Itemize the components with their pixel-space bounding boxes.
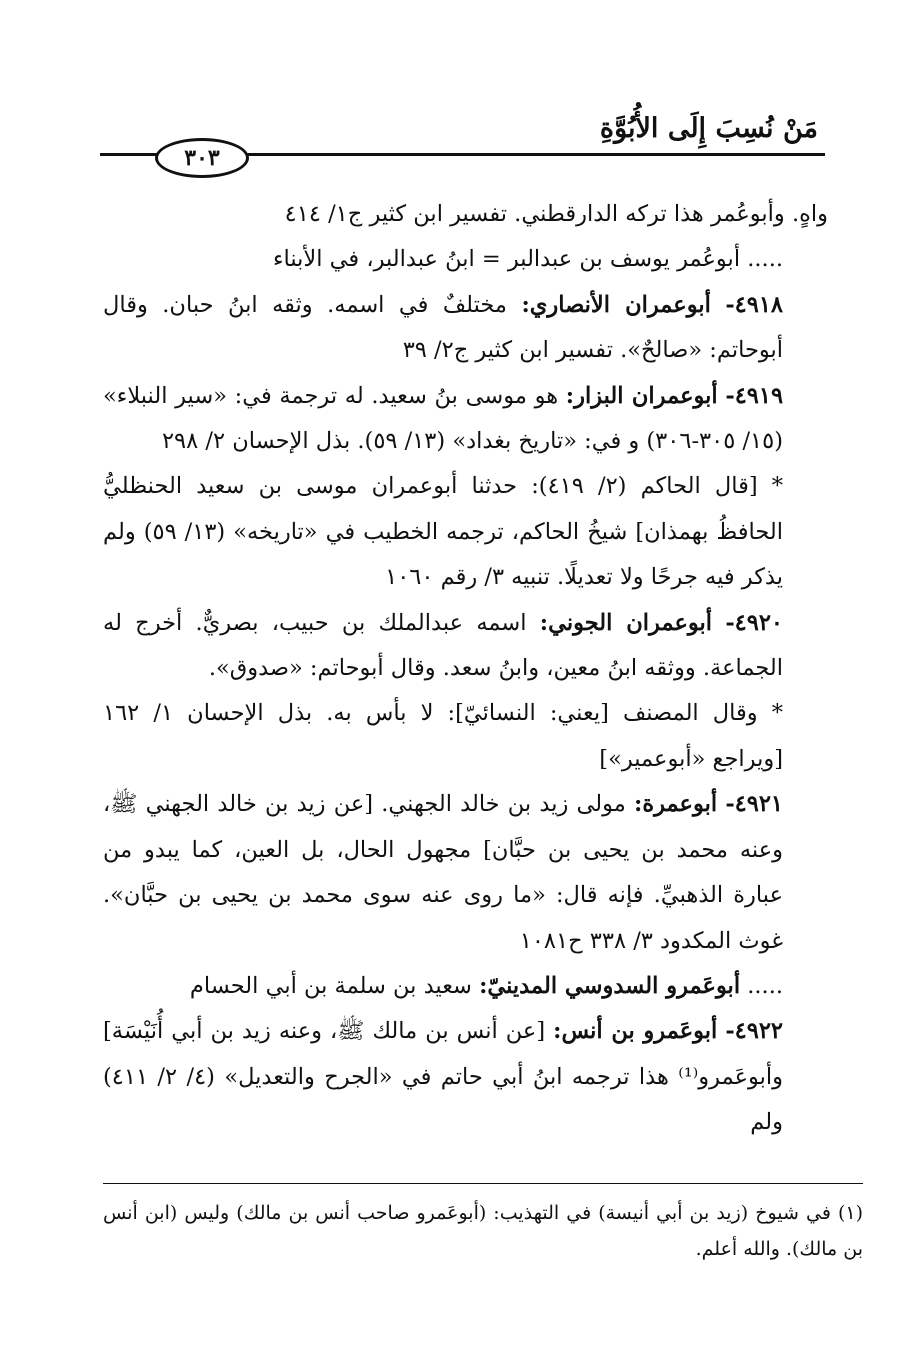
ellipsis-marker: ..... bbox=[747, 972, 783, 999]
cross-reference-entry bbox=[103, 964, 828, 1009]
entry-name: أبوعمران الجوني: bbox=[539, 609, 713, 636]
entry-name: أبوعمران البزار: bbox=[565, 382, 718, 409]
paragraph-continuation: واهٍ. وأبوعُمر هذا تركه الدارقطني. تفسير ابن كثير ج١/ ٤١٤ bbox=[284, 201, 828, 227]
entry-4920 bbox=[103, 601, 828, 692]
entry-name: أبوعَمرو بن أنس: bbox=[553, 1018, 718, 1045]
footnote-separator bbox=[103, 1183, 863, 1184]
entry-number: ٤٩٢٢- bbox=[725, 1018, 783, 1045]
entry-4918 bbox=[103, 283, 828, 374]
cross-reference-entry bbox=[103, 237, 828, 282]
entry-4922 bbox=[103, 1009, 828, 1145]
note-4920: * وقال المصنف [يعني: النسائيّ]: لا بأس به. بذل الإحسان ١/ ١٦٢ [ويراجع «أبوعمير»] bbox=[103, 700, 783, 772]
entry-text: [عن أنس بن مالك ﷺ، وعنه زيد بن أبي أُنَيْسَة] وأبوعَمرو⁽¹⁾ هذا ترجمه ابنُ أبي حاتم في «الجرح والتعديل» (٤/ ٢/ ٤١١) ولم bbox=[103, 1018, 784, 1136]
note-4919: * [قال الحاكم (٢/ ٤١٩): حدثنا أبوعمران موسى بن سعيد الحنظليُّ الحافظُ بهمذان] شيخُ الحاكم، ترجمه الخطيب في «تاريخه» (١٣/ ٥٩) ولم يذكر فيه جرحًا ولا تعديلًا. تنبيه ٣/ رقم ١٠٦٠ bbox=[103, 473, 783, 591]
entry-name: أبوعَمرو السدوسي المدينيّ: bbox=[479, 972, 741, 999]
page-number-badge bbox=[155, 138, 249, 178]
entry-text: سعيد بن سلمة بن أبي الحسام bbox=[189, 972, 472, 999]
entry-name: أبوعمران الأنصاري: bbox=[521, 291, 711, 318]
main-text bbox=[103, 192, 828, 1146]
entry-number: ٤٩١٩- bbox=[725, 382, 784, 409]
entry-number: ٤٩٢٠- bbox=[725, 609, 783, 636]
entry-name: أبوعمرة: bbox=[634, 791, 718, 818]
entry-text: مختلفٌ في اسمه. وثقه ابنُ حبان. وقال أبوحاتم: «صالحٌ». تفسير ابن كثير ج٢/ ٣٩ bbox=[103, 291, 783, 364]
entry-4919 bbox=[103, 374, 828, 465]
entry-number: ٤٩١٨- bbox=[725, 291, 784, 318]
footnote-1: (١) في شيوخ (زيد بن أبي أنيسة) في التهذيب: (أبوعَمرو صاحب أنس بن مالك) وليس (ابن أنس بن مالك). والله أعلم. bbox=[103, 1202, 863, 1260]
running-header-title: مَنْ نُسِبَ إِلَى الأُبُوَّةِ bbox=[599, 113, 818, 144]
page-number: ٣٠٣ bbox=[184, 145, 220, 171]
entry-text: اسمه عبدالملك بن حبيب، بصريٌّ. أخرج له الجماعة. ووثقه ابنُ معين، وابنُ سعد. وقال أبوحاتم: «صدوق». bbox=[103, 609, 783, 682]
entry-text: هو موسى بنُ سعيد. له ترجمة في: «سير النبلاء» (١٥/ ٣٠٥-٣٠٦) و في: «تاريخ بغداد» (١٣/ ٥٩). بذل الإحسان ٢/ ٢٩٨ bbox=[103, 382, 783, 455]
entry-4921 bbox=[103, 782, 828, 964]
footnotes bbox=[103, 1195, 863, 1267]
ellipsis-marker: ..... bbox=[747, 246, 783, 273]
cross-reference-text: أبوعُمر يوسف بن عبدالبر = ابنُ عبدالبر، في الأبناء bbox=[272, 246, 741, 273]
entry-number: ٤٩٢١- bbox=[725, 791, 783, 818]
entry-text: مولى زيد بن خالد الجهني. [عن زيد بن خالد الجهني ﷺ، وعنه محمد بن يحيى بن حبَّان] مجهول الحال، بل العين، كما يبدو من عبارة الذهبيِّ. فإنه قال: «ما روى عنه سوى محمد بن يحيى بن حبَّان». غوث المكدود ٣/ ٣٣٨ ح١٠٨١ bbox=[103, 791, 783, 954]
